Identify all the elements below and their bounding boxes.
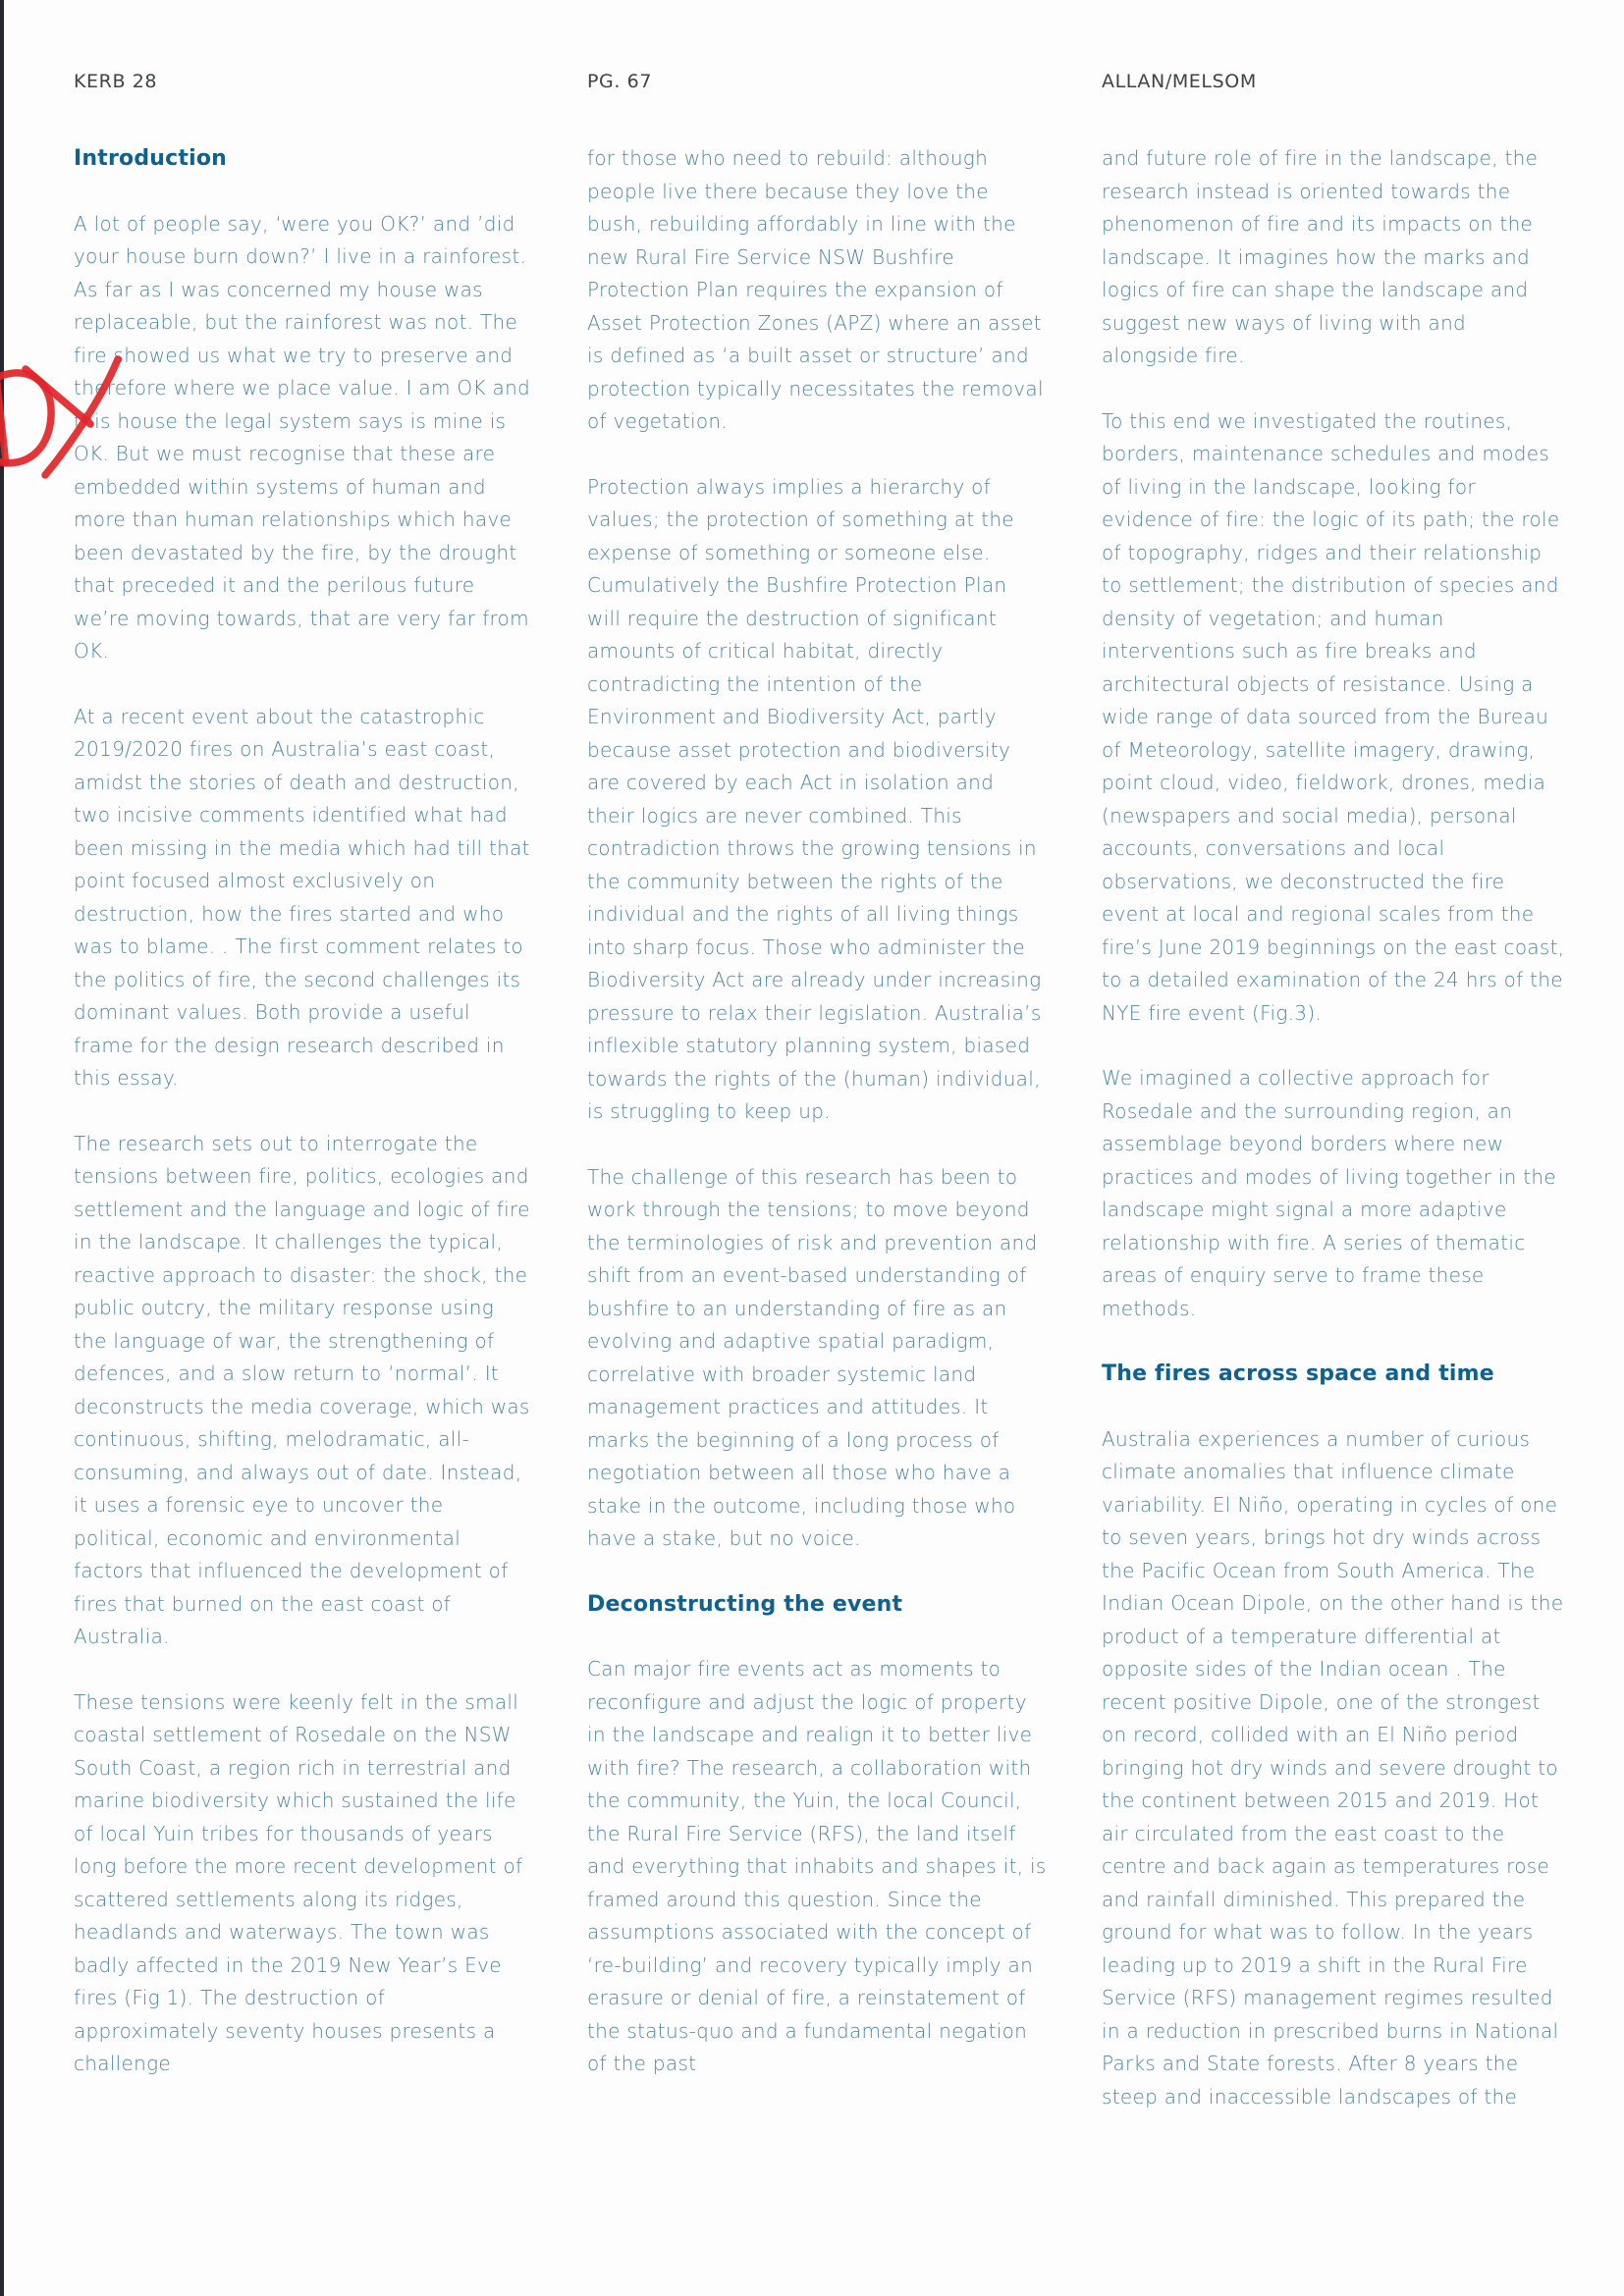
text-column-1 xyxy=(74,142,533,2113)
running-head-authors: ALLAN/MELSOM xyxy=(1102,71,1257,92)
paragraph: Australia experiences a number of curious climate anomalies that influence climate variability. El Niño, operating in cycles of one to seven years, brings hot dry winds across the Pacific Ocean from South America. The Indian Ocean Dipole, on the other hand is the product of a temperature differential at opposite sides of the Indian ocean . The recent positive Dipole, one of the strongest on record, collided with an El Niño period bringing hot dry winds and severe drought to the continent between 2015 and 2019. Hot air circulated from the east coast to the centre and back again as temperatures rose and rainfall diminished. This prepared the ground for what was to follow. In the years leading up to 2019 a shift in the Rural Fire Service (RFS) management regimes resulted in a reduction in prescribed burns in National Parks and State forests. After 8 years the steep and inaccessible landscapes of the xyxy=(1102,1426,1564,2109)
paragraph: for those who need to rebuild: although people live there because they love the bush, rebuilding affordably in line with the new Rural Fire Service NSW Bushfire Protection Plan requires the expansion of Asset Protection Zones (APZ) where an asset is defined as ‘a built asset or structure’ and protection typically necessitates the removal of vegetation. xyxy=(587,146,1044,433)
paragraph: We imagined a collective approach for Rosedale and the surrounding region, an assemblage beyond borders where new practices and modes of living together in the landscape might signal a more adaptive relationship with fire. A series of thematic areas of enquiry serve to frame these methods. xyxy=(1102,1066,1557,1320)
paragraph: and future role of fire in the landscape, the research instead is oriented towards the phenomenon of fire and its impacts on the landscape. It imagines how the marks and logics of fire can shape the landscape and suggest new ways of living with and alongside fire. xyxy=(1102,146,1539,367)
paragraph: The research sets out to interrogate the tensions between fire, politics, ecologies and settlement and the language and logic of fire in the landscape. It challenges the typical, reactive approach to disaster: the shock, the public outcry, the military response using the language of war, the strengthening of defences, and a slow return to ‘normal’. It deconstructs the media coverage, which was continuous, shifting, melodramatic, all-consuming, and always out of date. Instead, it uses a forensic eye to uncover the political, economic and environmental factors that influenced the development of fires that burned on the east coast of Australia. xyxy=(74,1131,530,1648)
paragraph: At a recent event about the catastrophic 2019/2020 fires on Australia’s east coast, amidst the stories of death and destruction, two incisive comments identified what had been missing in the media which had till that point focused almost exclusively on destruction, how the fires started and who was to blame. . The first comment relates to the politics of fire, the second challenges its dominant values. Both provide a useful frame for the design research described in this essay. xyxy=(74,704,530,1090)
text-column-3 xyxy=(1102,142,1567,2146)
section-heading-fires-space-time: The fires across space and time xyxy=(1102,1362,1494,1386)
paragraph: These tensions were keenly felt in the small coastal settlement of Rosedale on the NSW South Coast, a region rich in terrestrial and marine biodiversity which sustained the life of local Yuin tribes for thousands of years long before the more recent development of scattered settlements along its ridges, headlands and waterways. The town was badly affected in the 2019 New Year’s Eve fires (Fig 1). The destruction of approximately seventy houses presents a challenge xyxy=(74,1689,523,2075)
paragraph: A lot of people say, ‘were you OK?’ and ’did your house burn down?’ I live in a rainforest. As far as I was concerned my house was replaceable, but the rainforest was not. The fire showed us what we try to preserve and therefore where we place value. I am OK and this house the legal system says is mine is OK. But we must recognise that these are embedded within systems of human and more than human relationships which have been devastated by the fire, by the drought that preceded it and the perilous future we’re moving towards, that are very far from OK. xyxy=(74,211,531,663)
paragraph: Can major fire events act as moments to reconfigure and adjust the logic of property in the landscape and realign it to better live with fire? The research, a collaboration with the community, the Yuin, the local Council, the Rural Fire Service (RFS), the land itself and everything that inhabits and shapes it, is framed around this question. Since the assumptions associated with the concept of ‘re-building’ and recovery typically imply an erasure or denial of fire, a reinstatement of the status-quo and a fundamental negation of the past xyxy=(587,1657,1047,2075)
section-heading-deconstructing: Deconstructing the event xyxy=(587,1591,903,1617)
running-head-page-number: PG. 67 xyxy=(587,71,653,92)
running-head-journal: KERB 28 xyxy=(74,71,158,92)
paragraph: The challenge of this research has been to work through the tensions; to move beyond the terminologies of risk and prevention and shift from an event-based understanding of bushfire to an understanding of fire as an evolving and adaptive spatial paradigm, correlative with broader systemic land management practices and attitudes. It marks the beginning of a long process of negotiation between all those who have a stake in the outcome, including those who have a stake, but no voice. xyxy=(587,1164,1038,1550)
text-column-2 xyxy=(587,142,1047,2113)
paragraph: To this end we investigated the routines, borders, maintenance schedules and modes of living in the landscape, looking for evidence of fire: the logic of its path; the role of topography, ridges and their relationship to settlement; the distribution of species and density of vegetation; and human interventions such as fire breaks and architectural objects of resistance. Using a wide range of data sourced from the Bureau of Meteorology, satellite imagery, drawing, point cloud, video, fieldwork, drones, media (newspapers and social media), personal accounts, conversations and local observations, we deconstructed the fire event at local and regional scales from the fire’s June 2019 beginnings on the east coast, to a detailed examination of the 24 hrs of the NYE fire event (Fig.3). xyxy=(1102,408,1565,1025)
paragraph: Protection always implies a hierarchy of values; the protection of something at the expense of something or someone else. Cumulatively the Bushfire Protection Plan will require the destruction of significant amounts of critical habitat, directly contradicting the intention of the Environment and Biodiversity Act, partly because asset protection and biodiversity are covered by each Act in isolation and their logics are never combined. This contradiction throws the growing tensions in the community between the rights of the individual and the rights of all living things into sharp focus. Those who administer the Biodiversity Act are already under increasing pressure to relax their legislation. Australia’s inflexible statutory planning system, biased towards the rights of the (human) individual, is struggling to keep up. xyxy=(587,474,1042,1123)
page-edge-line xyxy=(0,0,4,2296)
section-heading-introduction: Introduction xyxy=(74,146,228,171)
